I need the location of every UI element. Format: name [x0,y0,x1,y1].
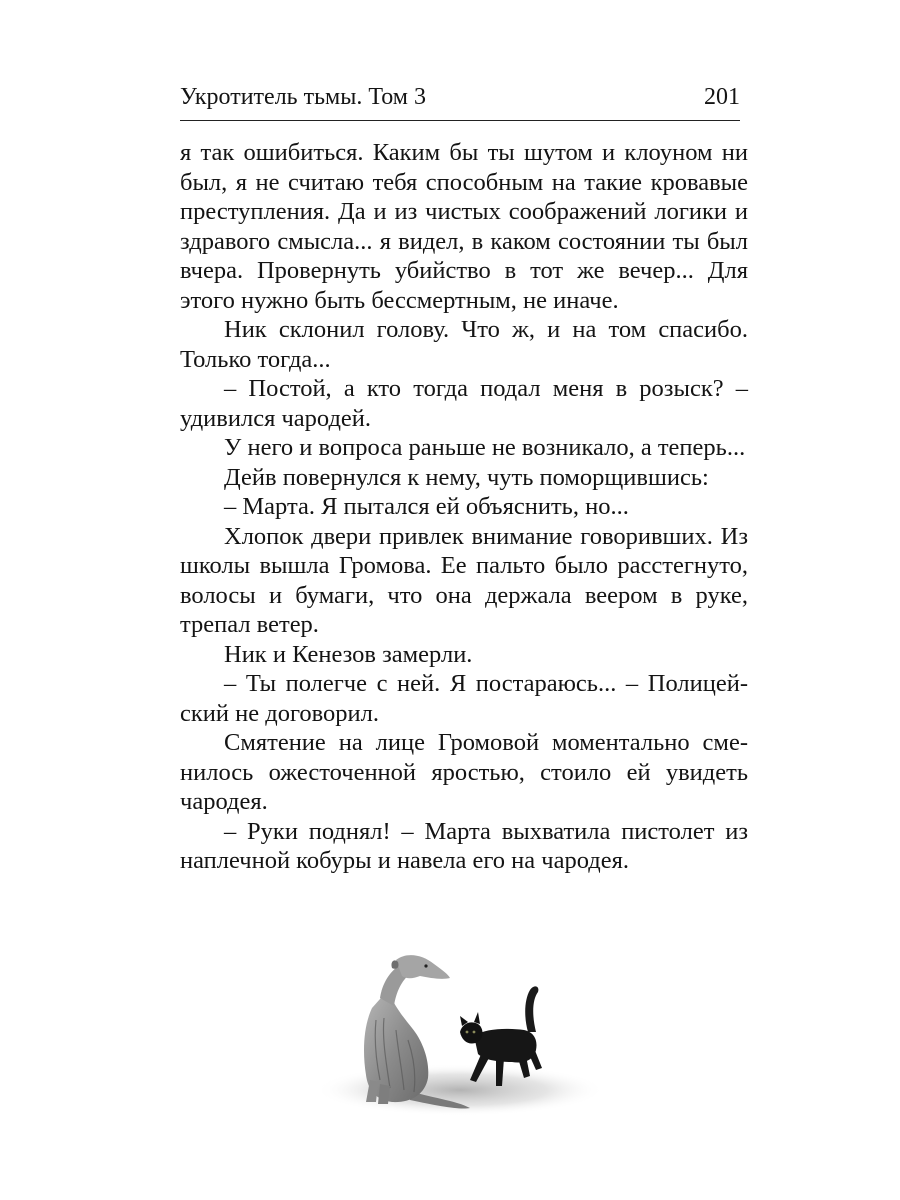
running-header [180,82,740,121]
body-text [180,138,748,876]
paragraph: – Марта. Я пытался ей объяснить, но... [224,493,629,520]
paragraph: Хлопок двери привлек внимание говоривших. Из школы вышла Громова. Ее пальто было расстегнуто, волосы и бумаги, что она держала веером в руке, трепал ветер. [180,522,748,638]
paragraph: Смятение на лице Громовой моментально сменилось ожесточенной яростью, стоило ей увидеть чародея. [180,729,748,815]
paragraph: я так ошибиться. Каким бы ты шутом и клоуном ни был, я не считаю тебя способным на такие кровавые преступления. Да и из чистых соображений логики и здравого смысла... я видел, в каком состоянии ты был вчера. Провернуть убийство в тот же вечер... Для этого нужно быть бессмертным, не иначе. [180,139,748,314]
paragraph: – Руки поднял! – Марта выхватила пистолет из наплечной кобуры и навела его на чародея. [180,817,748,874]
paragraph: Дейв повернулся к нему, чуть поморщившись: [224,463,709,491]
paragraph: Ник и Кенезов замерли. [224,640,473,668]
paragraph: – Ты полегче с ней. Я постараюсь... – Полицейский не договорил. [180,670,748,727]
dog-and-cat-illustration [310,940,610,1125]
paragraph: Ник склонил голову. Что ж, и на том спасибо. Только тогда... [180,316,748,373]
book-title: Укротитель тьмы. Том 3 [180,84,426,110]
page-number: 201 [704,84,740,110]
paragraph: У него и вопроса раньше не возникало, а теперь... [224,434,746,461]
paragraph: – Постой, а кто тогда подал меня в розыск? – удивился чародей. [180,375,748,432]
